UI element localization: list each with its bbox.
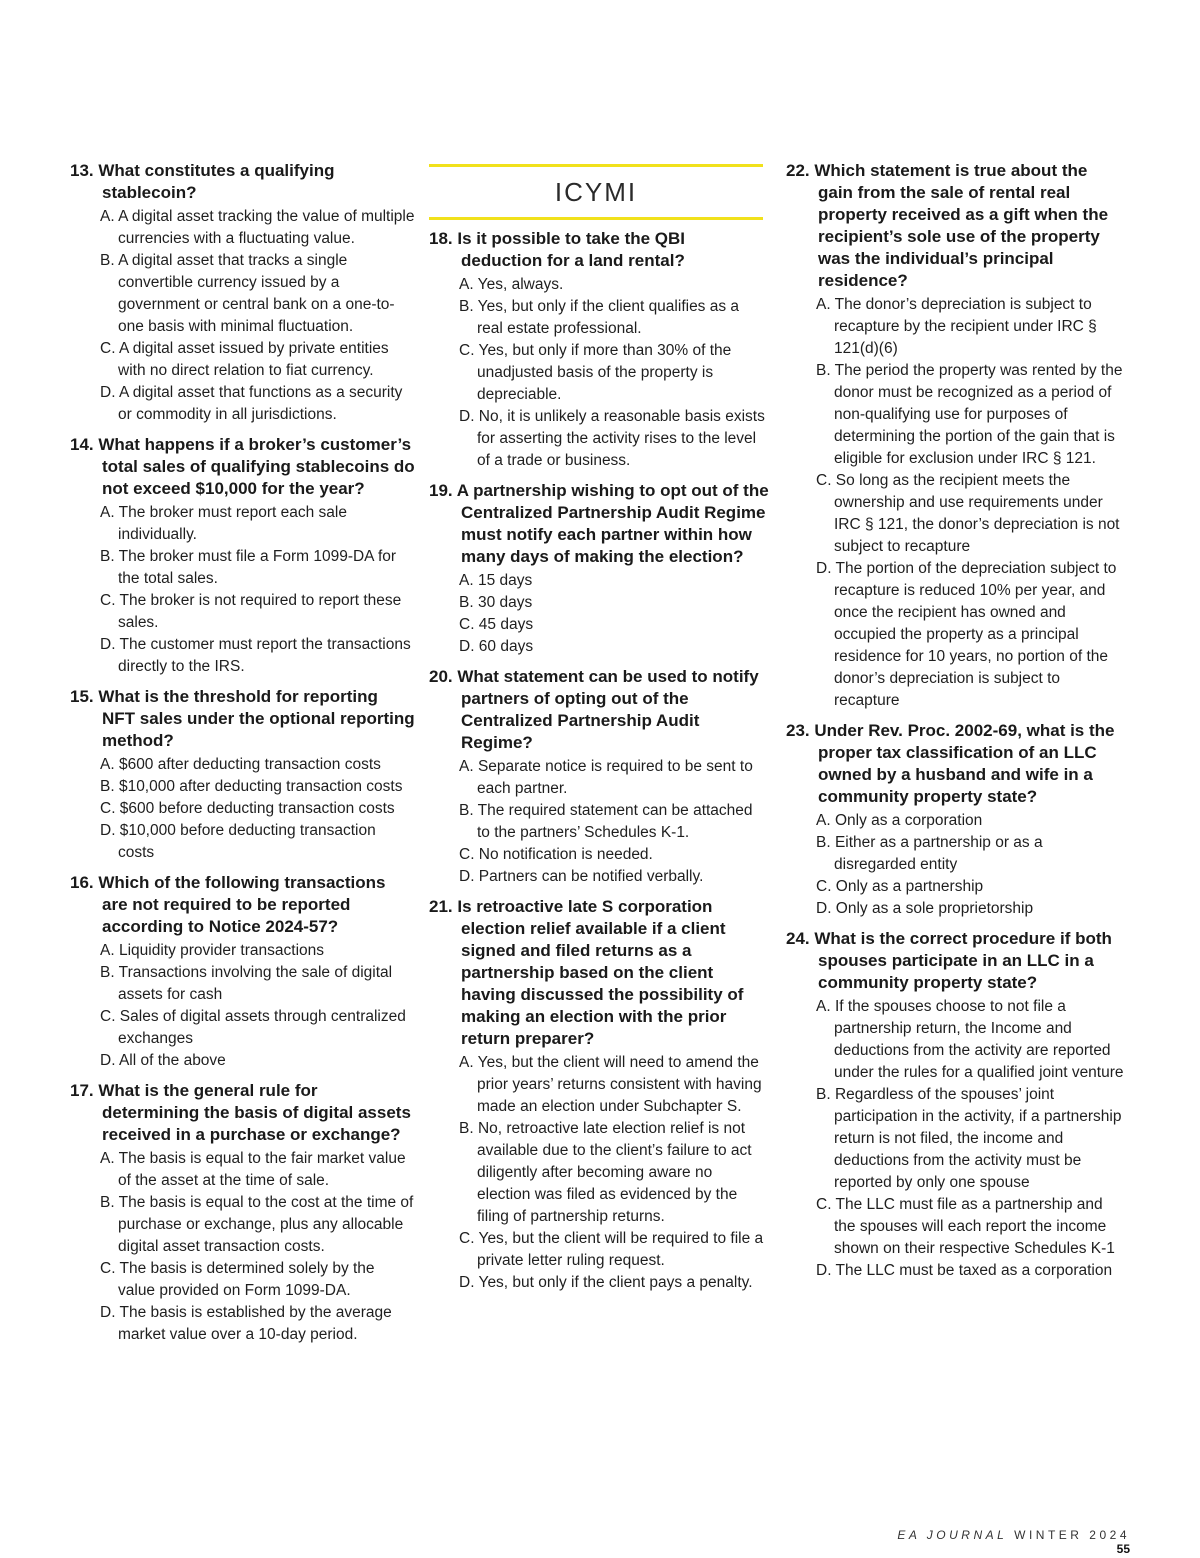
answer-option: C. The basis is determined solely by the value provided on Form 1099-DA.: [100, 1260, 375, 1299]
answer-option: B. The period the property was rented by the donor must be recognized as a period of non-qualifying use for purposes of determining the portion of the gain that is eligible for exclusion under IRC § 121.: [816, 362, 1123, 467]
answer-option: C. 45 days: [459, 616, 534, 633]
answer-options: [429, 756, 769, 888]
question-text: 13. What constitutes a qualifying stablecoin?: [70, 161, 335, 202]
page-footer: [880, 1528, 1130, 1556]
answer-option: D. No, it is unlikely a reasonable basis exists for asserting the activity rises to the level of a trade or business.: [459, 408, 765, 469]
quiz-question: [786, 928, 1126, 1282]
answer-options: [429, 274, 769, 472]
answer-option: B. The broker must file a Form 1099-DA for the total sales.: [100, 548, 397, 587]
answer-option: D. The basis is established by the average market value over a 10-day period.: [100, 1304, 392, 1343]
question-text: 21. Is retroactive late S corporation election relief available if a client signed and filed returns as a partnership based on the client having discussed the possibility of making an election with the prior return preparer?: [429, 897, 744, 1048]
issue-label: WINTER 2024: [1014, 1528, 1130, 1542]
answer-option: D. Partners can be notified verbally.: [459, 868, 704, 885]
answer-option: A. The broker must report each sale individually.: [100, 504, 347, 543]
column-right: [786, 160, 1126, 1290]
answer-option: C. The broker is not required to report these sales.: [100, 592, 402, 631]
icymi-bottom-rule: [429, 217, 763, 220]
answer-option: A. The donor’s depreciation is subject to recapture by the recipient under IRC § 121(d)(6): [816, 296, 1097, 357]
question-text: 23. Under Rev. Proc. 2002-69, what is the proper tax classification of an LLC owned by a husband and wife in a community property state?: [786, 721, 1115, 806]
answer-option: A. If the spouses choose to not file a partnership return, the Income and deductions from the activity are reported under the rules for a qualified joint venture: [816, 998, 1124, 1081]
answer-options: [70, 206, 415, 426]
quiz-question: [786, 720, 1126, 920]
answer-option: D. Yes, but only if the client pays a penalty.: [459, 1274, 753, 1291]
question-text: 24. What is the correct procedure if both spouses participate in an LLC in a community property state?: [786, 929, 1112, 992]
answer-option: A. Only as a corporation: [816, 812, 983, 829]
column-left: [70, 160, 415, 1354]
answer-option: D. The portion of the depreciation subject to recapture is reduced 10% per year, and once the recipient has owned and occupied the property as a principal residence for 10 years, no portion of the donor’s depreciation is subject to recapture: [816, 560, 1117, 709]
quiz-question: [786, 160, 1126, 712]
answer-option: C. No notification is needed.: [459, 846, 653, 863]
answer-options: [429, 1052, 769, 1294]
middle-question-list: [429, 228, 769, 1294]
answer-option: D. $10,000 before deducting transaction costs: [100, 822, 376, 861]
answer-option: C. So long as the recipient meets the ownership and use requirements under IRC § 121, the donor’s depreciation is not subject to recapture: [816, 472, 1120, 555]
answer-option: B. The required statement can be attached to the partners’ Schedules K-1.: [459, 802, 753, 841]
question-text: 19. A partnership wishing to opt out of the Centralized Partnership Audit Regime must notify each partner within how many days of making the election?: [429, 481, 769, 566]
quiz-question: [70, 434, 415, 678]
answer-option: A. $600 after deducting transaction costs: [100, 756, 381, 773]
question-text: 18. Is it possible to take the QBI deduction for a land rental?: [429, 229, 686, 270]
answer-option: B. 30 days: [459, 594, 533, 611]
page-number: 55: [1116, 1542, 1130, 1556]
answer-option: D. The customer must report the transactions directly to the IRS.: [100, 636, 411, 675]
answer-option: D. The LLC must be taxed as a corporation: [816, 1262, 1113, 1279]
answer-options: [70, 940, 415, 1072]
answer-option: D. 60 days: [459, 638, 534, 655]
answer-options: [70, 754, 415, 864]
quiz-question: [70, 1080, 415, 1346]
answer-option: C. Only as a partnership: [816, 878, 984, 895]
answer-option: B. Yes, but only if the client qualifies as a real estate professional.: [459, 298, 740, 337]
answer-option: B. A digital asset that tracks a single convertible currency issued by a government or central bank on a one-to-one basis with minimal fluctuation.: [100, 252, 395, 335]
answer-option: D. All of the above: [100, 1052, 226, 1069]
quiz-question: [429, 666, 769, 888]
answer-option: D. Only as a sole proprietorship: [816, 900, 1034, 917]
answer-option: A. Yes, always.: [459, 276, 564, 293]
quiz-question: [429, 480, 769, 658]
column-middle: [429, 160, 769, 1302]
quiz-question: [70, 872, 415, 1072]
magazine-name: EA JOURNAL: [897, 1528, 1008, 1542]
answer-option: A. 15 days: [459, 572, 533, 589]
answer-option: D. A digital asset that functions as a security or commodity in all jurisdictions.: [100, 384, 403, 423]
question-text: 20. What statement can be used to notify partners of opting out of the Centralized Partnership Audit Regime?: [429, 667, 759, 752]
answer-option: C. $600 before deducting transaction costs: [100, 800, 395, 817]
answer-option: B. $10,000 after deducting transaction costs: [100, 778, 403, 795]
answer-option: A. Liquidity provider transactions: [100, 942, 325, 959]
answer-options: [786, 810, 1126, 920]
answer-options: [70, 1148, 415, 1346]
icymi-title: ICYMI: [554, 177, 638, 207]
quiz-question: [70, 686, 415, 864]
answer-option: A. Separate notice is required to be sent to each partner.: [459, 758, 753, 797]
question-text: 14. What happens if a broker’s customer’s total sales of qualifying stablecoins do not exceed $10,000 for the year?: [70, 435, 415, 498]
answer-options: [429, 570, 769, 658]
answer-option: C. A digital asset issued by private entities with no direct relation to fiat currency.: [100, 340, 389, 379]
quiz-question: [429, 896, 769, 1294]
answer-options: [70, 502, 415, 678]
answer-option: B. Regardless of the spouses’ joint participation in the activity, if a partnership return is not filed, the income and deductions from the activity must be reported by only one spouse: [816, 1086, 1122, 1191]
answer-option: B. Either as a partnership or as a disregarded entity: [816, 834, 1043, 873]
answer-option: A. Yes, but the client will need to amend the prior years’ returns consistent with having made an election under Subchapter S.: [459, 1054, 762, 1115]
icymi-header: [429, 164, 769, 220]
question-text: 16. Which of the following transactions are not required to be reported according to Notice 2024-57?: [70, 873, 386, 936]
answer-option: C. Yes, but only if more than 30% of the unadjusted basis of the property is depreciable.: [459, 342, 732, 403]
answer-option: B. No, retroactive late election relief is not available due to the client’s failure to act diligently after becoming aware no election was filed as evidenced by the filing of partnership returns.: [459, 1120, 752, 1225]
answer-option: C. The LLC must file as a partnership and the spouses will each report the income shown on their respective Schedules K-1: [816, 1196, 1115, 1257]
answer-option: C. Yes, but the client will be required to file a private letter ruling request.: [459, 1230, 764, 1269]
answer-options: [786, 294, 1126, 712]
answer-option: B. The basis is equal to the cost at the time of purchase or exchange, plus any allocable digital asset transaction costs.: [100, 1194, 414, 1255]
answer-option: C. Sales of digital assets through centralized exchanges: [100, 1008, 406, 1047]
question-text: 15. What is the threshold for reporting NFT sales under the optional reporting method?: [70, 687, 415, 750]
quiz-question: [70, 160, 415, 426]
answer-option: B. Transactions involving the sale of digital assets for cash: [100, 964, 393, 1003]
question-text: 17. What is the general rule for determining the basis of digital assets received in a purchase or exchange?: [70, 1081, 411, 1144]
question-text: 22. Which statement is true about the gain from the sale of rental real property received as a gift when the recipient’s sole use of the property was the individual’s principal residence?: [786, 161, 1109, 290]
answer-option: A. The basis is equal to the fair market value of the asset at the time of sale.: [100, 1150, 406, 1189]
answer-options: [786, 996, 1126, 1282]
answer-option: A. A digital asset tracking the value of multiple currencies with a fluctuating value.: [100, 208, 415, 247]
quiz-question: [429, 228, 769, 472]
